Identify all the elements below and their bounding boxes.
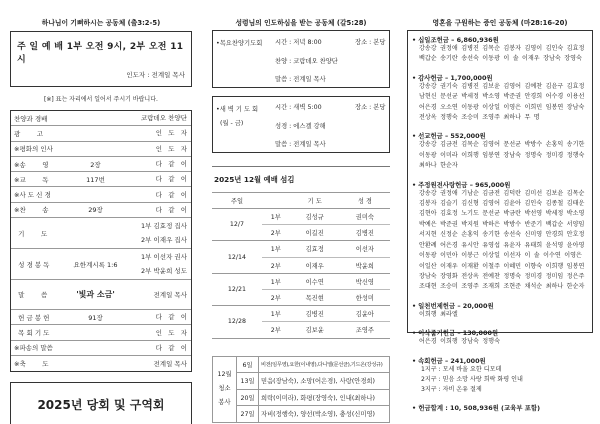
duty-prayer: 이길진 (290, 225, 340, 241)
order-name: 말 씀 (14, 291, 48, 300)
order-right: 다 같 이 (155, 313, 187, 322)
meeting-name: •새 벽 기 도 회 (월 - 금) (216, 106, 259, 127)
offering-head-text: 십일조헌금 – 6,860,936원 (418, 36, 499, 44)
duty-prayer: 이수연 (290, 273, 340, 289)
duty-bible: 권미숙 (340, 209, 390, 225)
order-name: 헌 금 봉 헌 (14, 313, 50, 322)
order-name: ※송 영 (14, 160, 49, 169)
order-name: 찬양과 경배 (14, 114, 48, 123)
cleaning-label: 12월 청소 봉사 (213, 356, 237, 422)
worship-time-box (10, 31, 192, 87)
duty-prayer: 김성규 (290, 209, 340, 225)
duty-bible: 이선자 (340, 241, 390, 257)
order-row (11, 356, 191, 371)
order-right: 다 같 이 (155, 343, 187, 352)
offering-head (412, 73, 588, 82)
col-header (262, 193, 290, 209)
district-line: 2지구 : 믿음 소망 사랑 희락 화평 인내 (421, 375, 523, 383)
col-header: 주일 (212, 193, 262, 209)
offering-head (412, 35, 588, 44)
worship-column (10, 0, 192, 424)
offering-head-text: 주정원전사랑헌금 – 965,000원 (418, 180, 511, 189)
duty-prayer: 김병진 (290, 306, 340, 322)
worship-title: 주 일 예 배 1부 오전 9시, 2부 오전 11시 (17, 42, 184, 65)
order-right: 코람데오 찬양단 (140, 114, 187, 123)
order-right: 전계일 목사 (153, 290, 187, 299)
offering-head-text: 일천번제헌금 – 20,000원 (418, 301, 494, 310)
order-name: 성 경 봉 독 (14, 260, 50, 269)
district-offering (412, 356, 588, 396)
duty-bible: 김윤아 (340, 306, 390, 322)
cleaning-day: 13일 (237, 373, 259, 390)
dawn-prayer-box (212, 96, 390, 153)
duty-part: 1부 (262, 209, 290, 225)
order-right: 다 같 이 (155, 205, 187, 214)
meeting-time: 시간 : 저녁 8:00 (275, 39, 322, 46)
order-row (11, 172, 191, 187)
order-row (11, 218, 191, 249)
order-right: 1부 이선자 권사 2부 박윤희 성도 (141, 253, 187, 276)
order-right: 다 같 이 (155, 190, 187, 199)
duty-date: 12/21 (212, 273, 262, 305)
duty-title: 2025년 12월 예배 섬김 (212, 166, 390, 185)
meeting-time: 시간 : 새벽 5:00 (275, 104, 322, 111)
offering-item (412, 180, 588, 293)
meeting-praise: 찬양 : 코람데오 찬양단 (275, 58, 338, 65)
duty-row (212, 273, 390, 289)
offering-item (412, 301, 588, 320)
standing-note: [※] 표는 자리에서 일어서 주시기 바랍니다. (44, 96, 158, 103)
cleaning-table (212, 356, 390, 423)
bullet-icon: • (412, 36, 417, 44)
order-mid: 91장 (88, 313, 103, 322)
bullet-icon: • (412, 356, 417, 365)
duty-part: 2부 (262, 322, 290, 338)
order-right: 다 같 이 (155, 160, 187, 169)
cleaning-names: 희락(이미라), 화평(장영숙), 인내(최하나) (259, 389, 390, 406)
offering-total (412, 403, 588, 412)
duty-date: 12/7 (212, 209, 262, 241)
duty-part: 2부 (262, 225, 290, 241)
duty-date: 12/14 (212, 241, 262, 273)
meeting-word: 말씀 : 전계일 목사 (275, 141, 326, 148)
cleaning-row (213, 389, 390, 406)
order-right: 인 도 자 (155, 129, 187, 138)
offering-head-text: 감사헌금 – 1,700,000원 (418, 73, 493, 82)
order-right: 인 도 자 (155, 328, 187, 337)
order-mid: 117번 (86, 175, 105, 184)
duty-bible: 한성미 (340, 289, 390, 305)
order-row (11, 187, 191, 202)
duty-bible: 박윤희 (340, 257, 390, 273)
duty-part: 1부 (262, 306, 290, 322)
order-mid: 2장 (90, 160, 101, 169)
section-title: 성령님의 인도하심을 받는 공동체 (갈5:28) (235, 19, 367, 27)
offering-head-text: 속회헌금 – 241,000원 (418, 356, 486, 365)
duty-prayer: 이재우 (290, 257, 340, 273)
announcement-banner: 2025년 당회 및 구역회 (10, 382, 192, 424)
cleaning-day: 27일 (237, 406, 259, 423)
order-row (11, 157, 191, 172)
offering-head (412, 301, 588, 310)
duty-prayer: 목진현 (290, 289, 340, 305)
order-row (11, 249, 191, 280)
bullet-icon: • (412, 301, 417, 310)
duty-part: 1부 (262, 241, 290, 257)
col-header: 기 도 (290, 193, 340, 209)
offering-item (412, 73, 588, 124)
order-row (11, 111, 191, 126)
duty-part: 2부 (262, 289, 290, 305)
offering-head (412, 131, 588, 140)
duty-table (212, 192, 390, 339)
offering-head-text: 이삭줍기헌금 – 130,000원 (418, 329, 499, 338)
order-row (11, 325, 191, 340)
duty-date: 12/28 (212, 306, 262, 338)
offering-item (412, 35, 588, 65)
offering-names: 강송강 권기숙 김병진 김보윤 김영어 김예찬 김윤구 김효정 남현신 문선균 박세정 박소영 박준권 안경희 어수경 이용선 어은경 오소연 이동광 이상일 이영은 이희민 임봉연 장남숙 전상옥 정행숙 조승미 조영주 최하나 무 명 (419, 82, 585, 122)
order-right: 인 도 자 (155, 144, 187, 153)
order-mid: '빛과 소금' (76, 290, 115, 300)
order-row (11, 280, 191, 310)
offering-names: 강송강 권정애 기남순 김금전 김덕란 김미선 김보윤 김목순 김봉자 김슬기 김신형 김영어 김윤아 김인숙 김종철 김태운 김현아 김효정 노기도 문선균 박금란 박선영 박세정 박소영 박예은 박준권 박지원 박하은 박방수 반준기 백갑순 서양임 서지현 신정순 손홍익 송기한 송선숙 신미영 안경희 안호정 안환례 어은경 유시안 유영섭 유윤자 유태희 윤석영 윤아영 이동광 이민아 이봉근 이상일 이선자 이 솔 이수연 이영은 이일산 이재우 이재환 이철주 이혜민 이향숙 이희행 임봉연 장남숙 장영화 전상옥 전예찬 정명숙 정미경 정미임 정은주 조대현 조승미 조영주 조재희 조현준 채석순 최하나 한순자 (419, 189, 585, 291)
bullet-icon: • (412, 73, 417, 82)
order-name: ※평화의 인사 (14, 145, 53, 154)
district-line: 3지구 : 자비 온유 절제 (421, 385, 482, 393)
order-mid: 요한계시록 1:6 (73, 260, 118, 269)
offering-head (412, 180, 588, 189)
offering-total-text: 헌금합계 : 10, 508,936원 (교육부 포함) (418, 404, 540, 413)
meetings-column (212, 0, 390, 423)
offering-names: 강송강 권정애 김병진 김목순 김봉자 김영이 김인숙 김효정 백갑순 송기란 송선숙 이동광 이 솔 이재우 장남숙 장영숙 (419, 45, 585, 63)
order-right: 1부 김효정 집사 2부 이재우 집사 (141, 222, 187, 245)
offering-column (407, 0, 593, 413)
order-name: ※찬 송 (14, 206, 49, 215)
duty-header-row (212, 193, 390, 209)
duty-bible: 조영주 (340, 322, 390, 338)
meeting-name: •목요찬양기도회 (216, 40, 263, 47)
duty-prayer: 김보윤 (290, 322, 340, 338)
duty-part: 2부 (262, 257, 290, 273)
duty-row (212, 306, 390, 322)
offering-names: 이희행 최라엘 (419, 310, 458, 318)
offering-names: 강송강 김금전 김목순 김영어 문선균 박방수 손홍익 송기한 이동광 이미라 이희행 임봉연 장남숙 정명숙 정미경 정행숙 최하나 한순자 (419, 141, 585, 170)
offering-item (412, 328, 588, 347)
order-name: ※축 도 (14, 360, 49, 369)
thursday-meeting-box (212, 30, 390, 88)
order-row (11, 341, 191, 356)
meeting-word: 말씀 : 전계일 목사 (275, 76, 326, 83)
duty-row (212, 209, 390, 225)
offering-names: 어은경 이희행 장남숙 정행숙 (419, 338, 500, 346)
duty-prayer: 김효정 (290, 241, 340, 257)
order-name: 광 고 (14, 129, 44, 138)
worship-leader: 인도자 : 전계일 목사 (126, 71, 185, 79)
order-name: 목 회 기 도 (14, 329, 50, 338)
order-name: 기 도 (14, 229, 48, 238)
order-name: ※사 도 신 경 (14, 191, 51, 200)
offering-head-text: 선교헌금 – 552,000원 (418, 132, 486, 141)
bullet-icon: • (412, 132, 417, 141)
cleaning-names: 자비(정행숙), 양선(박소영), 충성(신미영) (259, 406, 390, 423)
order-right: 다 같 이 (155, 175, 187, 184)
duty-bible: 김병진 (340, 225, 390, 241)
cleaning-day: 6일 (237, 356, 259, 373)
cleaning-names: 믿음(장남숙), 소망(어은경), 사랑(안경희) (259, 373, 390, 390)
order-right: 전계일 목사 (153, 359, 187, 368)
col-header: 성 경 (340, 193, 390, 209)
order-mid: 29장 (88, 206, 103, 215)
cleaning-row (213, 373, 390, 390)
order-name: ※교 독 (14, 175, 49, 184)
section-title: 하나님이 기뻐하시는 공동체 (출3:2-5) (41, 19, 161, 27)
meeting-place: 장소 : 본당 (355, 39, 386, 46)
duty-bible: 박신영 (340, 273, 390, 289)
order-row (11, 126, 191, 141)
order-of-worship (10, 110, 192, 372)
district-line: 1지구 : 모세 바울 요한 디모데 (421, 365, 502, 373)
bullet-icon: • (412, 404, 419, 413)
order-name: ※파송의 말씀 (14, 344, 53, 353)
section-title: 영혼을 구원하는 증인 공동체 (마28:16-20) (432, 19, 568, 27)
bullet-icon: • (412, 329, 417, 338)
order-row (11, 203, 191, 218)
cleaning-names: 비전(임무영),요한(이내영),다니엘(문선균),기드온(강성규) (259, 356, 390, 373)
offering-box (407, 30, 593, 413)
bullet-icon: • (412, 180, 417, 189)
duty-row (212, 241, 390, 257)
cleaning-day: 20일 (237, 389, 259, 406)
order-row (11, 310, 191, 325)
cleaning-row (213, 406, 390, 423)
order-row (11, 142, 191, 157)
duty-part: 1부 (262, 273, 290, 289)
cleaning-row (213, 356, 390, 373)
offering-head (412, 328, 588, 337)
meeting-place: 장소 : 본당 (355, 104, 386, 111)
offering-head (412, 356, 588, 365)
offering-item (412, 131, 588, 171)
meeting-bible: 성경 : 에스겔 강해 (275, 123, 326, 130)
